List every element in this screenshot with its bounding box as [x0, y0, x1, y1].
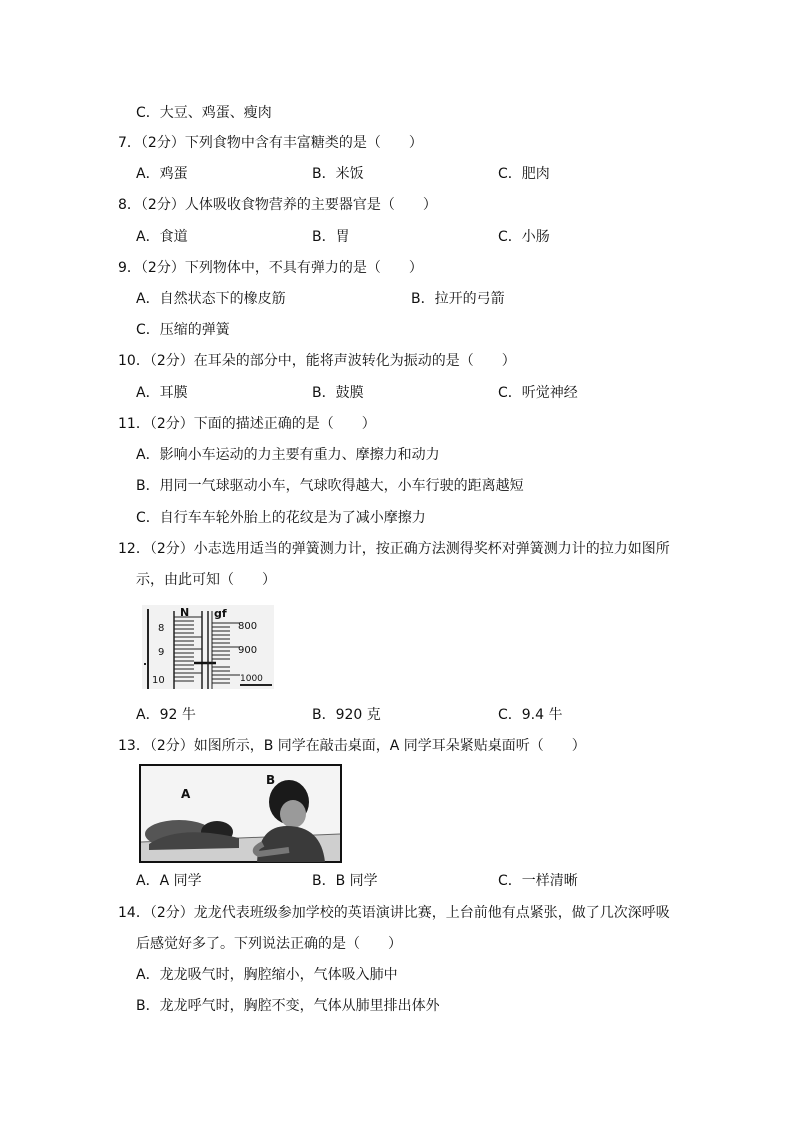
q14-stem-line1: 14．（2分）龙龙代表班级参加学校的英语演讲比赛，上台前他有点紧张，做了几次深呼吸 [118, 905, 670, 921]
q10-option-b: B．鼓膜 [312, 385, 364, 401]
q9-option-b: B．拉开的弓箭 [411, 291, 505, 307]
scale-unit-right: gf [214, 607, 227, 620]
q11-option-b: B．用同一气球驱动小车，气球吹得越大，小车行驶的距离越短 [136, 478, 524, 494]
q6-option-c: C．大豆、鸡蛋、瘦肉 [136, 105, 272, 121]
photo-label-b: B [266, 773, 276, 787]
q9-option-c: C．压缩的弹簧 [136, 322, 230, 338]
q9-option-a: A．自然状态下的橡皮筋 [136, 291, 286, 307]
spring-scale-figure [142, 605, 274, 689]
q14-option-a: A．龙龙吸气时，胸腔缩小，气体吸入肺中 [136, 967, 398, 983]
q13-option-b: B．B 同学 [312, 873, 378, 889]
scale-tick-right-1000: 1000 [240, 674, 263, 684]
q12-option-b: B．920 克 [312, 707, 381, 723]
q8-option-b: B．胃 [312, 229, 350, 245]
q7-option-b: B．米饭 [312, 166, 364, 182]
q13-stem: 13．（2分）如图所示，B 同学在敲击桌面，A 同学耳朵紧贴桌面听（ ） [118, 738, 586, 754]
q10-stem: 10．（2分）在耳朵的部分中，能将声波转化为振动的是（ ） [118, 353, 516, 369]
q11-stem: 11．（2分）下面的描述正确的是（ ） [118, 416, 376, 432]
q13-option-a: A．A 同学 [136, 873, 202, 889]
scale-tick-right-900: 900 [238, 645, 258, 656]
q14-stem-line2: 后感觉好多了。下列说法正确的是（ ） [136, 936, 402, 952]
q11-option-a: A．影响小车运动的力主要有重力、摩擦力和动力 [136, 447, 440, 463]
q9-stem: 9．（2分）下列物体中，不具有弹力的是（ ） [118, 260, 423, 276]
q8-stem: 8．（2分）人体吸收食物营养的主要器官是（ ） [118, 197, 437, 213]
photo-label-a: A [181, 787, 191, 801]
q7-stem: 7．（2分）下列食物中含有丰富糖类的是（ ） [118, 135, 423, 151]
q12-option-c: C．9.4 牛 [498, 707, 563, 723]
scale-unit-left: N [180, 606, 190, 619]
q8-option-c: C．小肠 [498, 229, 550, 245]
q7-option-a: A．鸡蛋 [136, 166, 188, 182]
q12-stem-line1: 12．（2分）小志选用适当的弹簧测力计，按正确方法测得奖杯对弹簧测力计的拉力如图所 [118, 541, 670, 557]
q13-option-c: C．一样清晰 [498, 873, 578, 889]
q8-option-a: A．食道 [136, 229, 188, 245]
scale-tick-left-8: 8 [158, 623, 165, 634]
scale-tick-left-9: 9 [158, 647, 165, 658]
q12-option-a: A．92 牛 [136, 707, 196, 723]
scale-tick-left-10: 10 [152, 675, 165, 686]
q10-option-c: C．听觉神经 [498, 385, 578, 401]
q10-option-a: A．耳膜 [136, 385, 188, 401]
q11-option-c: C．自行车车轮外胎上的花纹是为了减小摩擦力 [136, 510, 426, 526]
tapping-desk-photo [139, 764, 342, 863]
q7-option-c: C．肥肉 [498, 166, 550, 182]
scale-tick-right-800: 800 [238, 621, 258, 632]
q12-stem-line2: 示，由此可知（ ） [136, 572, 276, 588]
q14-option-b: B．龙龙呼气时，胸腔不变，气体从肺里排出体外 [136, 998, 440, 1014]
